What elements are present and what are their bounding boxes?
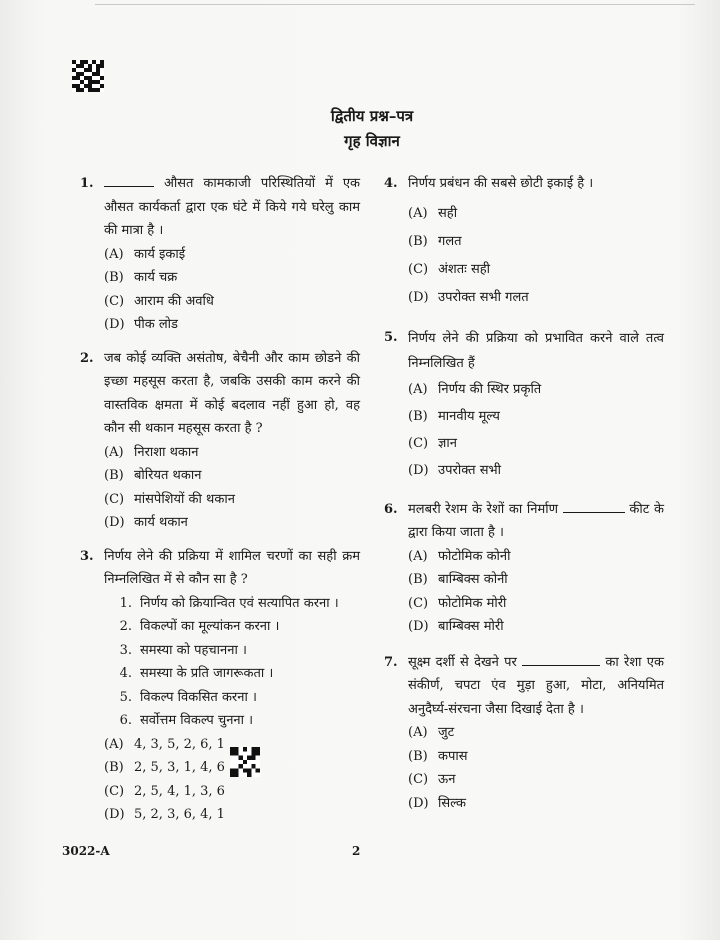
option-a: (A) जुट [408,725,455,740]
question-5 [384,326,664,484]
option-b: (B) कार्य चक्र [104,270,178,285]
paper-code: 3022-A [62,844,110,858]
question-stem: निर्णय प्रबंधन की सबसे छोटी इकाई है । [408,176,594,191]
step-item: 6. सर्वोत्तम विकल्प चुनना । [119,713,254,728]
paper-title: द्वितीय प्रश्न–पत्र [330,107,414,125]
question-number: 6. [384,501,398,517]
option-b: (B) मानवीय मूल्य [408,408,500,424]
fill-blank [104,174,154,187]
question-1 [80,172,360,337]
question-stem: सूक्ष्म दर्शी से देखने पर का रेशा एक संकीर्ण, चपटा एंव मुड़ा हुआ, मोटा, अनियमित अनुदैर्घ्य-संरचना जैसा दिखाई देता है । [408,654,664,717]
step-item: 4. समस्या के प्रति जागरूकता । [119,666,274,681]
question-3 [80,545,360,827]
option-c: (C) 2, 5, 4, 1, 3, 6 [104,783,225,799]
step-list [104,592,360,733]
question-stem: निर्णय लेने की प्रक्रिया में शामिल चरणों का सही क्रम निम्नलिखित में से कौन सा है ? [104,548,360,587]
question-7 [384,651,664,816]
option-b: (B) कपास [408,748,468,764]
question-6 [384,498,664,639]
question-4 [384,172,664,312]
option-c: (C) मांसपेशियों की थकान [104,491,235,507]
question-stem: निर्णय लेने की प्रक्रिया को प्रभावित करने वाले तत्व निम्नलिखित हैं [408,330,664,371]
option-c: (C) आराम की अवधि [104,293,214,309]
question-number: 3. [80,548,94,564]
question-number: 1. [80,176,94,191]
step-item: 3. समस्या को पहचानना । [119,642,247,658]
step-item: 5. विकल्प विकसित करना । [119,689,257,705]
option-a: (A) सही [408,205,458,221]
option-b: (B) बोरियत थकान [104,468,202,483]
option-a: (A) निराशा थकान [104,444,199,460]
option-b: (B) बाम्बिक्स कोनी [408,572,508,587]
option-c: (C) फोटोमिक मोरी [408,595,507,611]
option-c: (C) ज्ञान [408,435,457,451]
left-column [80,172,360,827]
option-c: (C) ऊन [408,772,456,787]
question-number: 2. [80,350,94,366]
step-item: 1. निर्णय को क्रियान्वित एवं सत्यापित करना । [119,595,339,611]
page-number: 2 [352,844,361,858]
right-column [384,172,664,815]
step-item: 2. विकल्पों का मूल्यांकन करना । [119,619,280,634]
option-d: (D) कार्य थकान [104,515,188,530]
fill-blank [563,500,625,513]
qr-code-icon [72,60,104,92]
option-d: (D) सिल्क [408,795,467,811]
option-a: (A) कार्य इकाई [104,246,186,262]
option-d: (D) उपरोक्त सभी गलत [408,289,529,305]
fill-blank [522,653,600,666]
option-b: (B) गलत [408,233,462,249]
question-number: 5. [384,329,398,345]
top-border-line [95,4,695,5]
option-a: (A) निर्णय की स्थिर प्रकृति [408,381,542,397]
question-stem: औसत कामकाजी परिस्थितियों में एक औसत कार्यकर्ता द्वारा एक घंटे में किये गये घरेलु काम की मात्रा है । [104,176,360,238]
option-d: (D) 5, 2, 3, 6, 4, 1 [104,807,225,822]
question-2 [80,347,360,535]
question-stem: मलबरी रेशम के रेशों का निर्माण कीट के द्वारा किया जाता है । [408,501,664,540]
option-d: (D) उपरोक्त सभी [408,462,501,478]
option-d: (D) बाम्बिक्स मोरी [408,619,504,634]
option-b: (B) 2, 5, 3, 1, 4, 6 [104,760,225,775]
option-a: (A) फोटोमिक कोनी [408,548,511,564]
option-a: (A) 4, 3, 5, 2, 6, 1 [104,736,225,752]
question-number: 4. [384,176,398,191]
subject-title: गृह विज्ञान [344,132,400,150]
question-number: 7. [384,654,398,670]
option-c: (C) अंशतः सही [408,261,490,277]
option-d: (D) पीक लोड [104,317,179,332]
question-stem: जब कोई व्यक्ति असंतोष, बेचैनी और काम छोडने की इच्छा महसूस करता है, जबकि उसकी काम करने की वास्तविक क्षमता में कोई बदलाव नहीं हुआ हो, वह कौन सी थकान महसूस करता है ? [104,350,360,436]
